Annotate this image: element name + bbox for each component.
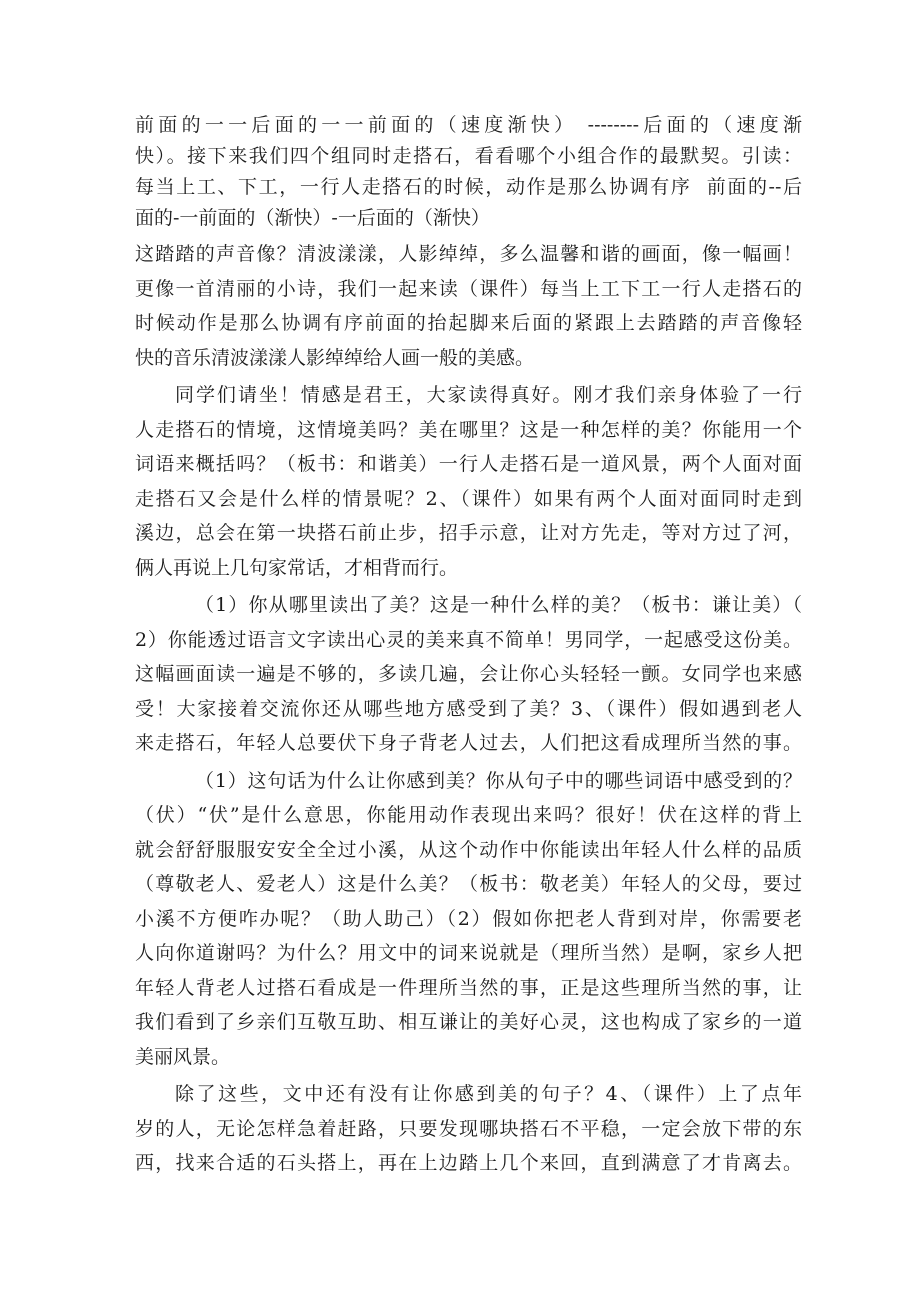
paragraph [135,110,802,234]
text-line: 来走搭石，年轻人总要伏下身子背老人过去，人们把这看成理所当然的事。 [135,732,802,754]
text-line: （尊敬老人、爱老人）这是什么美？（板书：敬老美）年轻人的父母，要过 [135,873,802,895]
text-line: 这幅画面读一遍是不够的，多读几遍，会让你心头轻轻一颤。女同学也来感 [135,663,802,685]
text-line: 受！大家接着交流你还从哪些地方感受到了美？3、（课件）假如遇到老人 [135,697,802,720]
text-line: 小溪不方便咋办呢？（助人助己）（2）假如你把老人背到对岸，你需要老 [135,907,802,930]
text-line: 每当上工、下工，一行人走搭石的时候，动作是那么协调有序 前面的--后 [135,176,802,198]
paragraph [135,237,802,375]
text-line: 就会舒舒服服安安全全过小溪，从这个动作中你能读出年轻人什么样的品质 [135,838,802,861]
text-line: 更像一首清丽的小诗，我们一起来读（课件）每当上工下工一行人走搭石的 [135,277,802,300]
text-line: 时候动作是那么协调有序前面的抬起脚来后面的紧跟上去踏踏的声音像轻 [135,312,802,334]
text-line: 快）。接下来我们四个组同时走搭石，看看哪个小组合作的最默契。引读： [135,145,802,167]
text-line: （1）你从哪里读出了美？这是一种什么样的美？（板书：谦让美）（ [195,594,802,616]
text-line: 词语来概括吗？（板书：和谐美）一行人走搭石是一道风景，两个人面对面 [135,453,802,475]
text-line: 岁的人，无论怎样急着赶路，只要发现哪块搭石不平稳，一定会放下带的东 [135,1117,802,1140]
text-line: 年轻人背老人过搭石看成是一件理所当然的事，正是这些理所当然的事，让 [135,976,802,999]
text-line: 除了这些，文中还有没有让你感到美的句子？4、（课件）上了点年 [175,1083,802,1105]
text-line: 俩人再说上几句家常话，才相背而行。 [135,556,459,579]
paragraph [135,764,802,1075]
text-line: 2）你能透过语言文字读出心灵的美来真不简单！男同学，一起感受这份美。 [135,628,802,651]
paragraph [135,378,802,585]
text-line: 美丽风景。 [135,1045,231,1068]
text-line: 人走搭石的情境，这情境美吗？美在哪里？这是一种怎样的美？你能用一个 [135,418,802,441]
text-line: 前面的一一后面的一一前面的（速度渐快） --------后面的（速度渐 [135,114,802,136]
text-line: 溪边，总会在第一块搭石前止步，招手示意，让对方先走，等对方过了河， [135,522,802,544]
text-line: 同学们请坐！情感是君王，大家读得真好。刚才我们亲身体验了一行 [175,384,802,406]
text-line: 面的-一前面的（渐快）-一后面的（渐快） [135,207,490,229]
text-line: 人向你道谢吗？为什么？用文中的词来说就是（理所当然）是啊，家乡人把 [135,942,802,964]
text-line: （1）这句话为什么让你感到美？你从句子中的哪些词语中感受到的？ [195,769,802,792]
text-line: 快的音乐清波漾漾人影绰绰给人画一般的美感。 [135,346,535,369]
text-line: 走搭石又会是什么样的情景呢？2、（课件）如果有两个人面对面同时走到 [135,487,802,510]
text-line: 我们看到了乡亲们互敬互助、相互谦让的美好心灵，这也构成了家乡的一道 [135,1011,802,1033]
document-body [135,110,802,1181]
text-line: （伏）“伏”是什么意思，你能用动作表现出来吗？很好！伏在这样的背上 [135,804,802,826]
paragraph [135,1077,802,1181]
paragraph [135,588,802,761]
text-line: 西，找来合适的石头搭上，再在上边踏上几个来回，直到满意了才肯离去。 [135,1152,802,1174]
text-line: 这踏踏的声音像？清波漾漾，人影绰绰，多么温馨和谐的画面，像一幅画！ [135,243,802,265]
